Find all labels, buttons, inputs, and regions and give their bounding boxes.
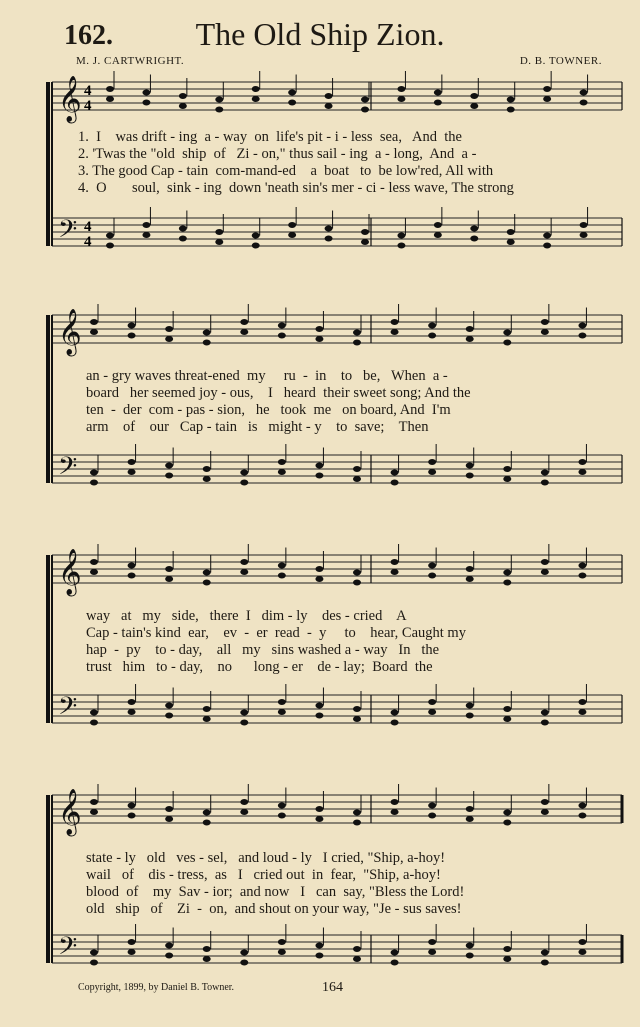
- note-head: [466, 806, 474, 812]
- bass-clef: 𝄢: [58, 215, 78, 250]
- bass-staff: [52, 935, 622, 963]
- lyric-line-verse-4: 4. O soul, sink - ing down 'neath sin's mer - ci - less wave, The strong: [78, 180, 514, 196]
- treble-clef: 𝄞: [58, 789, 82, 835]
- lyric-line-verse-1: 1. I was drift - ing a - way on life's pit - i - less sea, And the: [78, 129, 462, 145]
- note-head: [503, 810, 511, 816]
- note-head: [165, 806, 173, 812]
- note-head: [541, 950, 549, 956]
- note-head: [278, 813, 286, 819]
- bass-clef: 𝄢: [58, 452, 78, 487]
- note-head: [90, 799, 98, 805]
- lyric-line-verse-2: 2. 'Twas the "old ship of Zi - on," thus sail - ing a - long, And a -: [78, 146, 477, 162]
- note-head: [165, 943, 173, 949]
- note-head: [503, 820, 511, 826]
- lyric-line-verse-4: arm of our Cap - tain is might - y to save; Then: [86, 419, 429, 435]
- note-head: [428, 813, 436, 819]
- note-head: [466, 943, 474, 949]
- lyricist-credit: M. J. CARTWRIGHT.: [76, 55, 185, 67]
- time-signature-top: 4: [84, 83, 92, 99]
- copyright-notice: Copyright, 1899, by Daniel B. Towner.: [78, 982, 235, 993]
- lyric-line-verse-2: wail of dis - tress, as I cried out in fear, "Ship, a-hoy!: [86, 867, 441, 883]
- note-head: [90, 960, 98, 966]
- note-head: [278, 949, 286, 955]
- note-head: [315, 943, 323, 949]
- note-head: [578, 803, 586, 809]
- system-brace: [46, 795, 50, 963]
- note-head: [466, 816, 474, 822]
- hymn-number: 162.: [64, 20, 113, 51]
- note-head: [428, 939, 436, 945]
- note-head: [278, 803, 286, 809]
- lyric-line-verse-3: hap - py to - day, all my sins washed a - way In the: [86, 642, 440, 658]
- lyric-line-verse-2: Cap - tain's kind ear, ev - er read - y to hear, Caught my: [86, 625, 466, 641]
- note-head: [315, 816, 323, 822]
- note-head: [578, 813, 586, 819]
- note-head: [428, 949, 436, 955]
- time-signature-bottom: 4: [84, 98, 92, 114]
- note-head: [353, 820, 361, 826]
- note-head: [315, 806, 323, 812]
- note-head: [128, 949, 136, 955]
- note-head: [541, 809, 549, 815]
- treble-clef: 𝄞: [58, 76, 82, 122]
- note-head: [466, 953, 474, 959]
- lyric-line-verse-4: old ship of Zi - on, and shout on your way, "Je - sus saves!: [86, 901, 462, 917]
- lyrics-block: [86, 850, 464, 918]
- note-head: [391, 799, 399, 805]
- bass-clef: 𝄢: [58, 932, 78, 967]
- lyric-line-verse-1: way at my side, there I dim - ly des - cried A: [86, 608, 407, 624]
- note-head: [578, 949, 586, 955]
- page-number: 164: [322, 980, 343, 995]
- note-head: [203, 956, 211, 962]
- note-head: [428, 803, 436, 809]
- page-footer: [0, 980, 640, 1000]
- note-head: [391, 950, 399, 956]
- lyric-line-verse-1: an - gry waves threat-ened my ru - in to be, When a -: [86, 368, 448, 384]
- lyric-line-verse-2: board her seemed joy - ous, I heard their sweet song; And the: [86, 385, 471, 401]
- note-head: [541, 960, 549, 966]
- note-head: [503, 946, 511, 952]
- note-head: [90, 950, 98, 956]
- note-head: [203, 810, 211, 816]
- note-head: [278, 939, 286, 945]
- note-head: [353, 810, 361, 816]
- treble-clef: 𝄞: [58, 549, 82, 595]
- note-head: [128, 813, 136, 819]
- note-head: [165, 953, 173, 959]
- note-head: [240, 960, 248, 966]
- lyric-line-verse-3: blood of my Sav - ior; and now I can say, "Bless the Lord!: [86, 884, 465, 900]
- treble-staff: [52, 795, 622, 823]
- note-head: [240, 809, 248, 815]
- note-head: [128, 803, 136, 809]
- note-head: [128, 939, 136, 945]
- lyric-line-verse-3: 3. The good Cap - tain com-mand-ed a boat to be low'red, All with: [78, 163, 494, 179]
- note-head: [503, 956, 511, 962]
- treble-clef: 𝄞: [58, 309, 82, 355]
- note-head: [165, 816, 173, 822]
- note-head: [240, 799, 248, 805]
- note-head: [203, 946, 211, 952]
- note-head: [240, 950, 248, 956]
- note-head: [203, 820, 211, 826]
- hymn-title: The Old Ship Zion.: [195, 16, 445, 52]
- time-signature-top: 4: [84, 219, 92, 235]
- time-signature-bottom: 4: [84, 234, 92, 250]
- note-head: [315, 953, 323, 959]
- bass-clef: 𝄢: [58, 692, 78, 727]
- composer-credit: D. B. TOWNER.: [519, 55, 602, 67]
- note-head: [353, 946, 361, 952]
- note-head: [391, 809, 399, 815]
- note-head: [578, 939, 586, 945]
- note-head: [353, 956, 361, 962]
- note-head: [541, 799, 549, 805]
- lyric-line-verse-3: ten - der com - pas - sion, he took me on board, And I'm: [86, 402, 451, 418]
- note-head: [90, 809, 98, 815]
- lyric-line-verse-4: trust him to - day, no long - er de - lay; Board the: [86, 659, 433, 675]
- lyric-line-verse-1: state - ly old ves - sel, and loud - ly I cried, "Ship, a-hoy!: [86, 850, 446, 866]
- note-head: [391, 960, 399, 966]
